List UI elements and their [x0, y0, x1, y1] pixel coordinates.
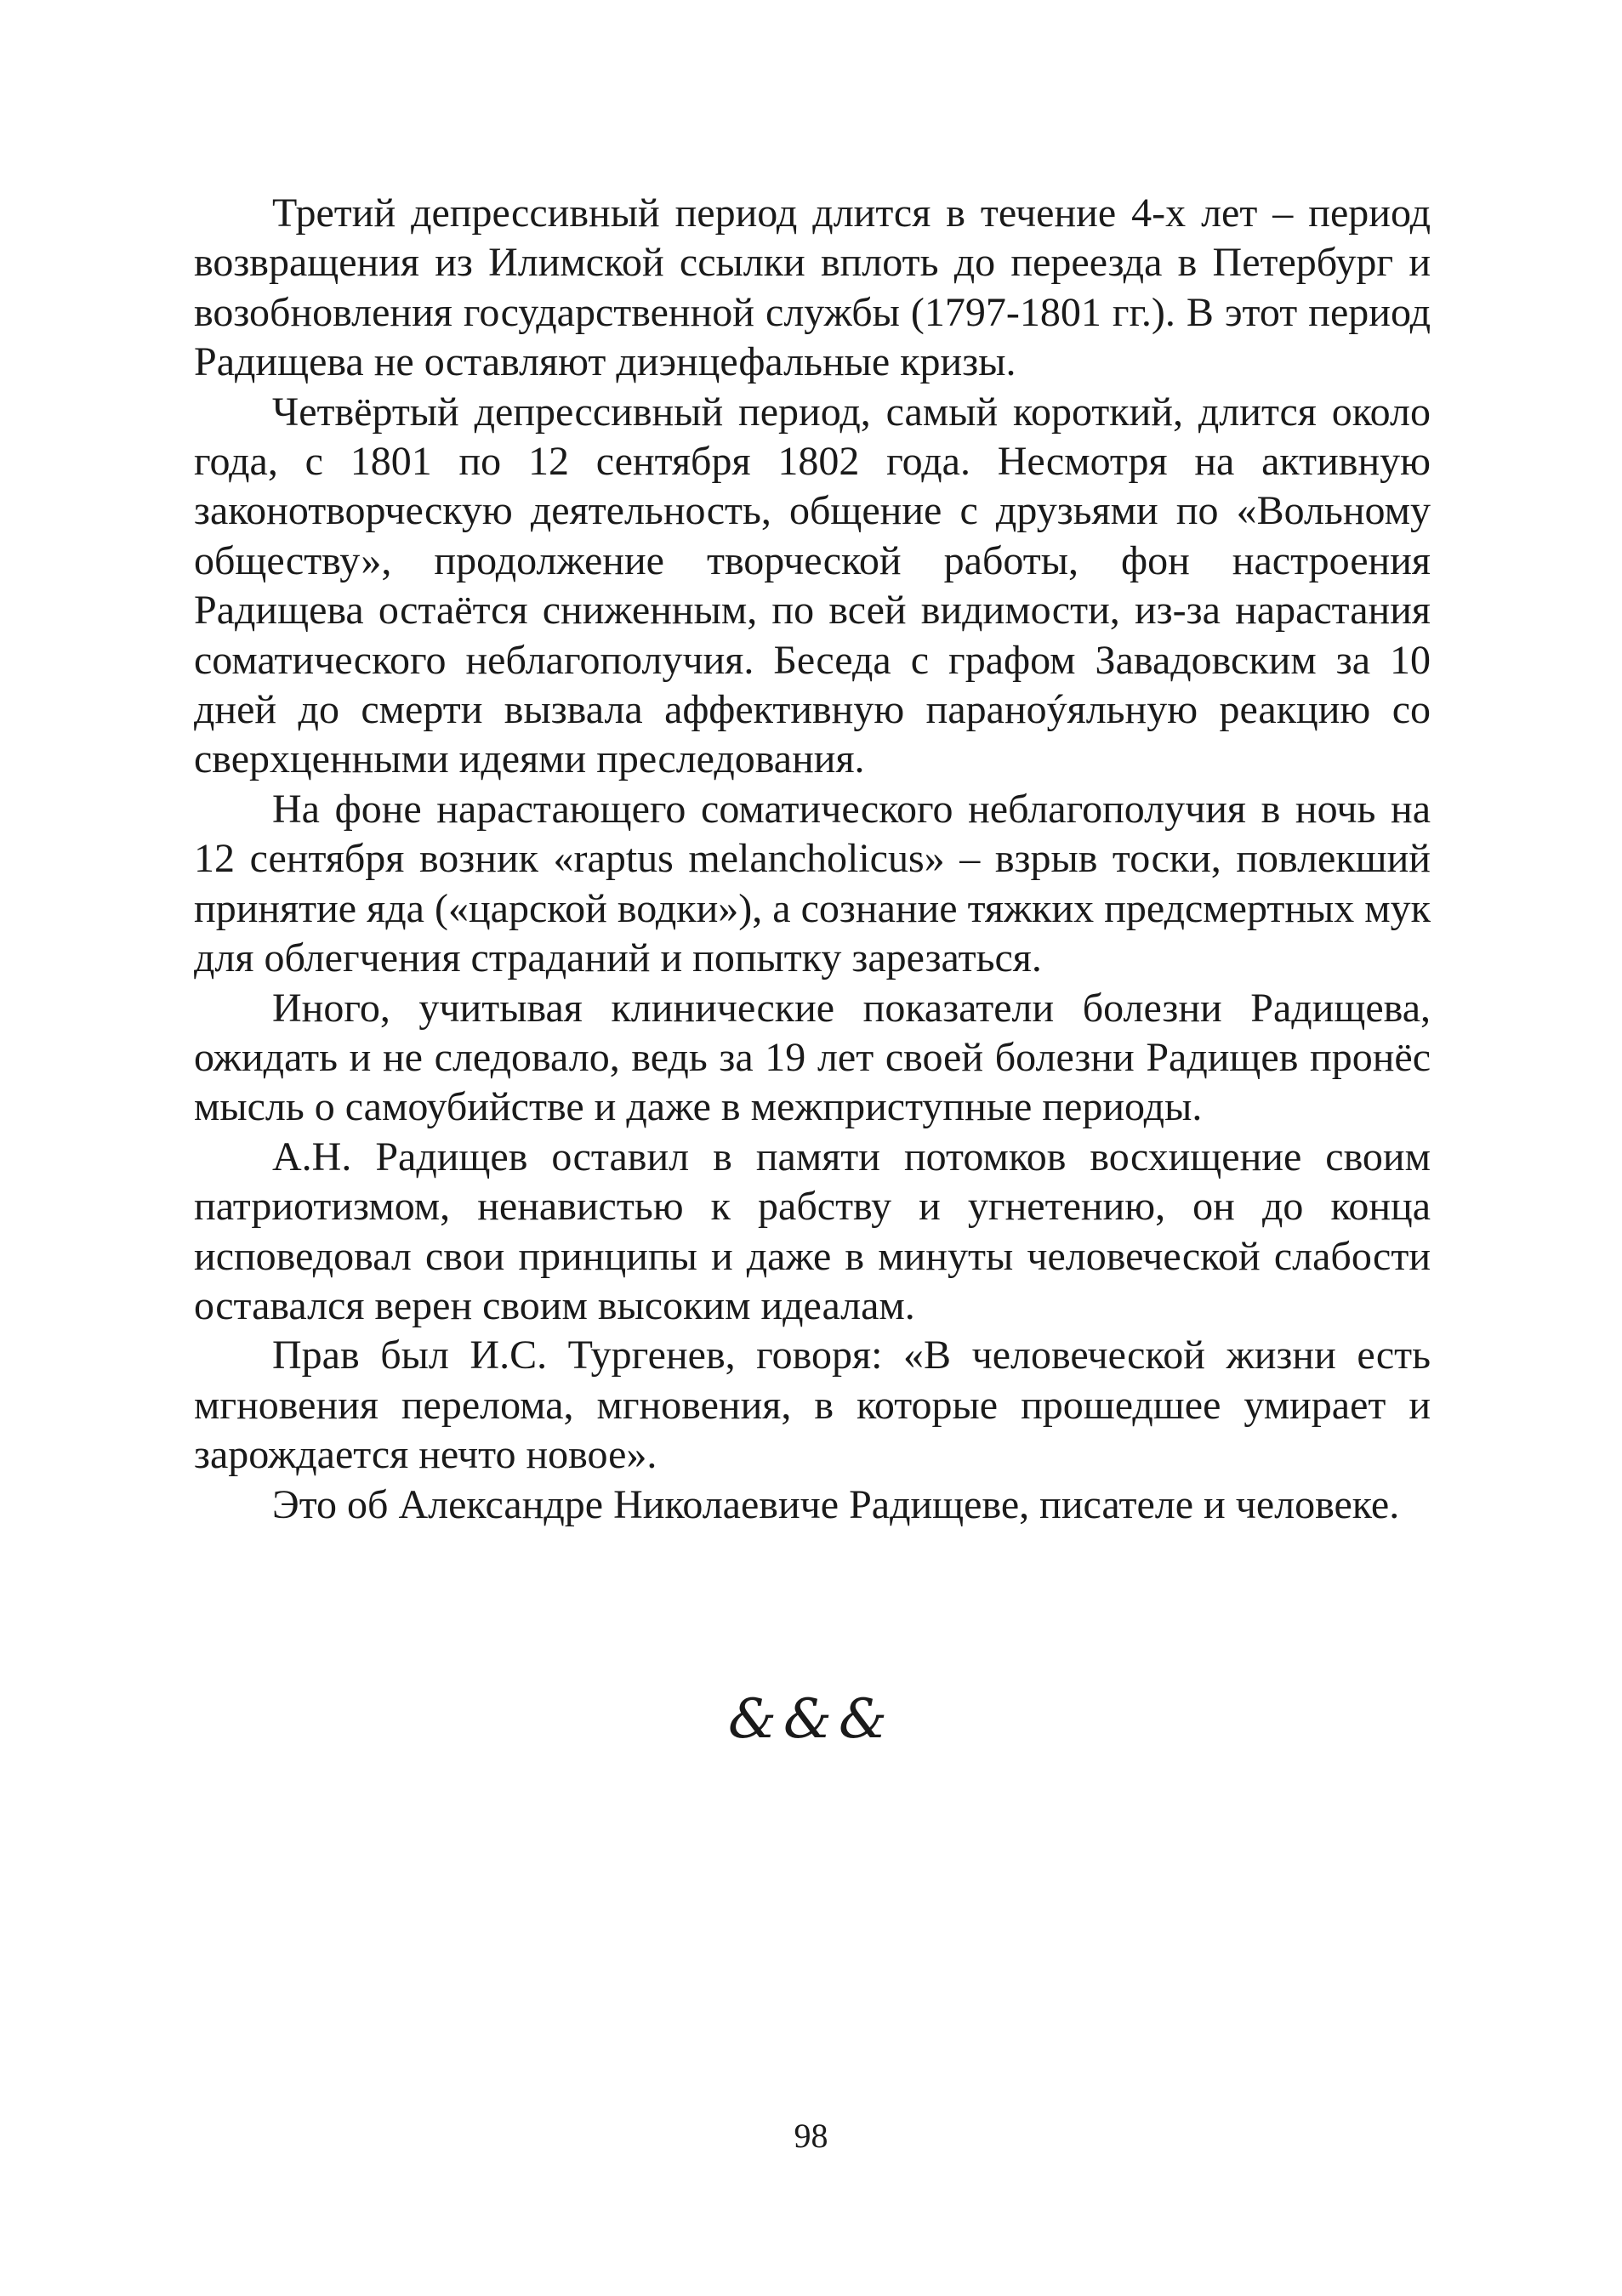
paragraph-4: Иного, учитывая клинические показатели болезни Радищева, ожидать и не следовало, ведь за 19 лет своей болезни Радищев пронёс мысль о самоубийстве и даже в межприступные периоды.	[194, 985, 1431, 1130]
paragraph-1: Третий депрессивный период длится в течение 4-х лет – период возвращения из Илимской ссылки вплоть до переезда в Петербург и возобновления государственной службы (1797-1801 гг.). В этот период Радищева не оставляют диэнцефальные кризы.	[194, 190, 1431, 385]
paragraph-6: Прав был И.С. Тургенев, говоря: «В человеческой жизни есть мгновения перелома, мгновения, в которые прошедшее умирает и зарождается нечто новое».	[194, 1333, 1431, 1478]
section-end-ornament: &&&	[728, 1688, 894, 1751]
paragraph-5: А.Н. Радищев оставил в памяти потомков восхищение своим патриотизмом, ненавистью к рабству и угнетению, он до конца исповедовал свои принципы и даже в минуты человеческой слабости оставался верен своим высоким идеалам.	[194, 1134, 1431, 1328]
body-text	[194, 189, 1431, 1530]
page-number: 98	[794, 2117, 828, 2155]
paragraph-3: На фоне нарастающего соматического неблагополучия в ночь на 12 сентября возник «raptus melancholicus» – взрыв тоски, повлекший принятие яда («царской водки»), а сознание тяжких предсмертных мук для облегчения страданий и попытку зарезаться.	[194, 786, 1431, 981]
paragraph-7: Это об Александре Николаевиче Радищеве, писателе и человеке.	[272, 1481, 1400, 1527]
paragraph-2: Четвёртый депрессивный период, самый короткий, длится около года, с 1801 по 12 сентября 1802 года. Несмотря на активную законотворческую деятельность, общение с друзьями по «Вольному обществу», продолжение творческой работы, фон настроения Радищева остаётся сниженным, по всей видимости, из-за нарастания соматического неблагополучия. Беседа с графом Завадовским за 10 дней до смерти вызвала аффективную параноýяльную реакцию со сверхценными идеями преследования.	[194, 389, 1431, 782]
